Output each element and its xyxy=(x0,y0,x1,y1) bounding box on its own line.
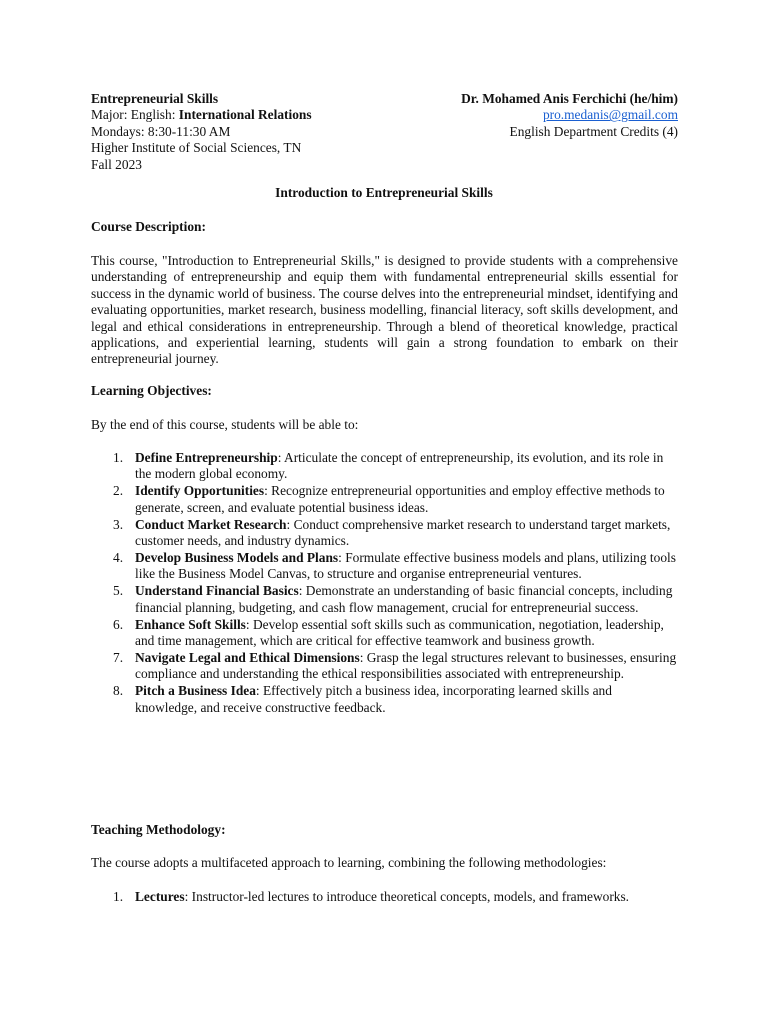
list-number: 5. xyxy=(113,583,124,599)
objective-text: : Develop essential soft skills such as communication, negotiation, leadership, and time management, which are critical for effective teamwork and business growth. xyxy=(135,616,664,648)
learning-objectives-intro: By the end of this course, students will be able to: xyxy=(91,417,359,432)
objective-text: : Articulate the concept of entrepreneurship, its evolution, and its role in the modern global economy. xyxy=(135,450,664,482)
list-item xyxy=(91,550,677,583)
list-number: 8. xyxy=(113,683,124,699)
list-number: 3. xyxy=(113,516,124,532)
teaching-methodology-heading: Teaching Methodology: xyxy=(91,822,226,837)
list-item xyxy=(91,483,677,516)
learning-objectives-list xyxy=(91,450,677,717)
list-number: 6. xyxy=(113,616,124,632)
major-line xyxy=(91,107,312,123)
credits: English Department Credits (4) xyxy=(509,123,678,139)
instructor-info-block xyxy=(461,91,678,140)
course-description-heading: Course Description: xyxy=(91,219,206,234)
list-number: 1. xyxy=(113,450,124,465)
objective-text: : Formulate effective business models and plans, utilizing tools like the Business Model Canvas, to structure and organise entrepreneurial ventures. xyxy=(135,549,676,582)
instructor-name: Dr. Mohamed Anis Ferchichi (he/him) xyxy=(461,91,678,106)
method-term: Lectures xyxy=(135,889,185,904)
list-item xyxy=(91,683,677,716)
list-item xyxy=(91,617,677,650)
objective-term: Conduct Market Research xyxy=(135,516,287,532)
objective-term: Enhance Soft Skills xyxy=(135,616,246,632)
list-number: 4. xyxy=(113,549,124,565)
learning-objectives-heading: Learning Objectives: xyxy=(91,383,212,398)
institution: Higher Institute of Social Sciences, TN xyxy=(91,140,302,156)
schedule: Mondays: 8:30-11:30 AM xyxy=(91,123,231,139)
course-name: Entrepreneurial Skills xyxy=(91,91,219,106)
course-info-block xyxy=(91,91,312,173)
objective-term: Pitch a Business Idea xyxy=(135,683,256,699)
document-title: Introduction to Entrepreneurial Skills xyxy=(275,185,493,200)
list-item xyxy=(91,889,677,905)
major-value: International Relations xyxy=(178,107,312,123)
objective-term: Develop Business Models and Plans xyxy=(135,549,339,565)
teaching-methodology-intro: The course adopts a multifaceted approach to learning, combining the following methodologies: xyxy=(91,855,607,870)
method-text: : Instructor-led lectures to introduce theoretical concepts, models, and frameworks. xyxy=(184,889,630,904)
list-item xyxy=(91,517,677,550)
list-number: 7. xyxy=(113,649,124,665)
objective-term: Define Entrepreneurship xyxy=(135,450,278,465)
course-description-text: This course, "Introduction to Entrepreneurial Skills," is designed to provide students with a comprehensive understanding of entrepreneurship and equip them with fundamental entrepreneurial skills essential for success in the dynamic world of business. The course delves into the entrepreneurial mindset, identifying and evaluating opportunities, market research, business modelling, financial literacy, soft skills development, and legal and ethical considerations in entrepreneurship. Through a blend of theoretical knowledge, practical applications, and experiential learning, students will gain a strong foundation to embark on their entrepreneurial journey. xyxy=(91,253,678,367)
objective-term: Navigate Legal and Ethical Dimensions xyxy=(135,649,360,665)
list-item xyxy=(91,650,677,683)
objective-text: : Demonstrate an understanding of basic financial concepts, including financial planning, budgeting, and cash flow management, crucial for entrepreneurial success. xyxy=(135,583,673,615)
objective-text: : Grasp the legal structures relevant to businesses, ensuring compliance and understanding the ethical responsibilities associated with entrepreneurship. xyxy=(135,649,677,682)
term: Fall 2023 xyxy=(91,156,142,172)
objective-text: : Effectively pitch a business idea, incorporating learned skills and knowledge, and receive constructive feedback. xyxy=(135,683,612,715)
email-line xyxy=(461,107,678,123)
teaching-methodology-list xyxy=(91,889,677,905)
list-number: 1. xyxy=(113,889,124,904)
objective-term: Identify Opportunities xyxy=(135,483,265,499)
objective-text: : Recognize entrepreneurial opportunities and employ effective methods to generate, screen, and evaluate potential business ideas. xyxy=(135,483,665,515)
objective-text: : Conduct comprehensive market research to understand target markets, customer needs, and industry dynamics. xyxy=(135,516,671,549)
list-item xyxy=(91,583,677,616)
major-label: Major: English: xyxy=(91,107,179,123)
email-link[interactable]: pro.medanis@gmail.com xyxy=(542,107,678,123)
list-item xyxy=(91,450,677,483)
objective-term: Understand Financial Basics xyxy=(135,583,299,599)
list-number: 2. xyxy=(113,483,124,499)
